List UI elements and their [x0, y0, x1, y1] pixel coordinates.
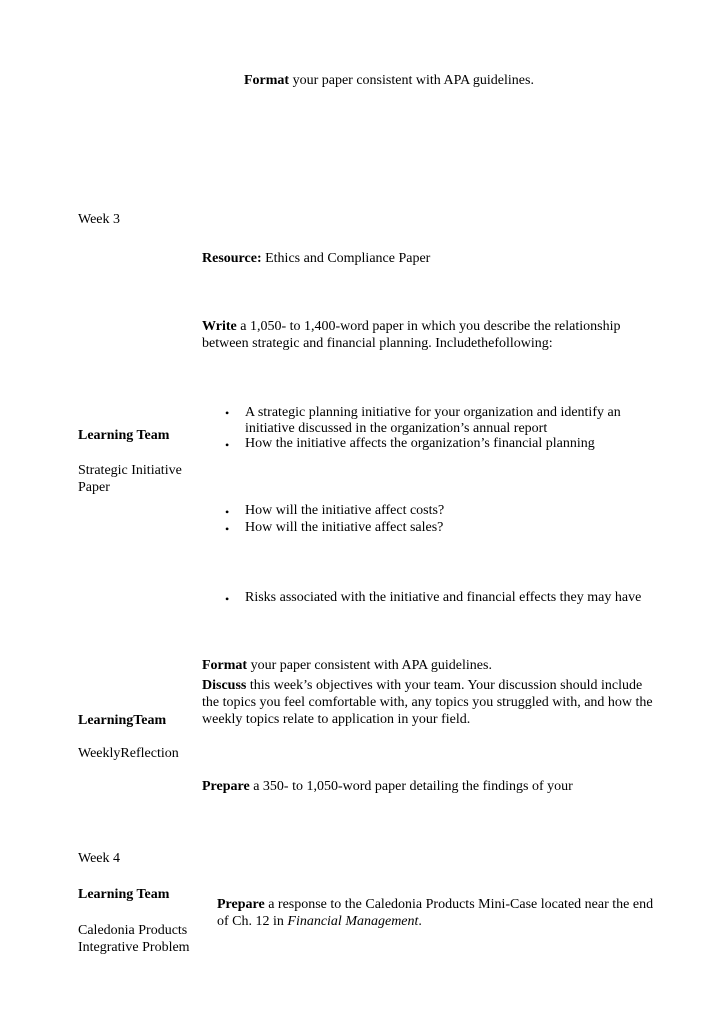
week4-prepare-line-2 — [217, 913, 422, 930]
top-format-line — [244, 72, 534, 89]
format-text: your paper consistent with APA guidelines. — [247, 658, 492, 673]
bullet-item-1-line-1: A strategic planning initiative for your organization and identify an — [245, 405, 621, 420]
week4-prepare-text-2b: . — [418, 914, 422, 929]
bullet-marker: • — [225, 438, 230, 452]
format-keyword: Format — [244, 73, 290, 88]
discuss-keyword: Discuss — [202, 678, 247, 693]
prepare-keyword: Prepare — [217, 897, 265, 912]
prepare-line — [202, 778, 573, 795]
bullet-item-1-line-2: initiative discussed in the organization’s annual report — [245, 421, 548, 436]
bullet-item-3: How will the initiative affect costs? — [245, 503, 445, 518]
bullet-marker: • — [225, 522, 230, 536]
resource-keyword: Resource: — [202, 251, 262, 266]
learning-team-label: Learning Team — [78, 428, 170, 443]
bullet-item-4: How will the initiative affect sales? — [245, 520, 444, 535]
learning-team-label-2: LearningTeam — [78, 713, 167, 728]
resource-text: Ethics and Compliance Paper — [261, 251, 431, 266]
write-keyword: Write — [202, 319, 237, 334]
write-text-1: a 1,050- to 1,400-word paper in which you describe the relationship — [236, 319, 621, 334]
format-keyword: Format — [202, 658, 248, 673]
discuss-text-1: this week’s objectives with your team. Your discussion should include — [246, 678, 643, 693]
write-line-1 — [202, 318, 620, 335]
discuss-line-3: weekly topics relate to application in your field. — [202, 712, 471, 727]
resource-line — [202, 250, 430, 267]
discuss-line-1 — [202, 677, 642, 694]
book-title: Financial Management — [287, 914, 419, 929]
prepare-text: a 350- to 1,050-word paper detailing the findings of your — [249, 779, 573, 794]
bullet-marker: • — [225, 592, 230, 606]
week-4-heading: Week 4 — [78, 851, 121, 866]
assignment-title-line-2: Paper — [78, 480, 110, 495]
discuss-line-2: the topics you feel comfortable with, any topics you struggled with, and how the — [202, 695, 653, 710]
bullet-item-2: How the initiative affects the organization’s financial planning — [245, 436, 595, 451]
assignment-title-line-1: Strategic Initiative — [78, 463, 182, 478]
week4-prepare-text-2a: of Ch. 12 in — [217, 914, 288, 929]
week4-assignment-line-2: Integrative Problem — [78, 940, 190, 955]
week4-assignment-line-1: Caledonia Products — [78, 923, 188, 938]
week-3-heading: Week 3 — [78, 212, 121, 227]
bullet-marker: • — [225, 406, 230, 420]
week4-prepare-text-1: a response to the Caledonia Products Mini-Case located near the end — [264, 897, 654, 912]
week4-prepare-line-1 — [217, 896, 653, 913]
format-line — [202, 657, 492, 674]
write-line-2: between strategic and financial planning. Includethefollowing: — [202, 336, 553, 351]
week4-learning-team-label: Learning Team — [78, 887, 170, 902]
format-text: your paper consistent with APA guidelines. — [289, 73, 534, 88]
prepare-keyword: Prepare — [202, 779, 250, 794]
bullet-item-5: Risks associated with the initiative and financial effects they may have — [245, 590, 642, 605]
weekly-reflection-label: WeeklyReflection — [78, 746, 179, 761]
bullet-marker: • — [225, 505, 230, 519]
